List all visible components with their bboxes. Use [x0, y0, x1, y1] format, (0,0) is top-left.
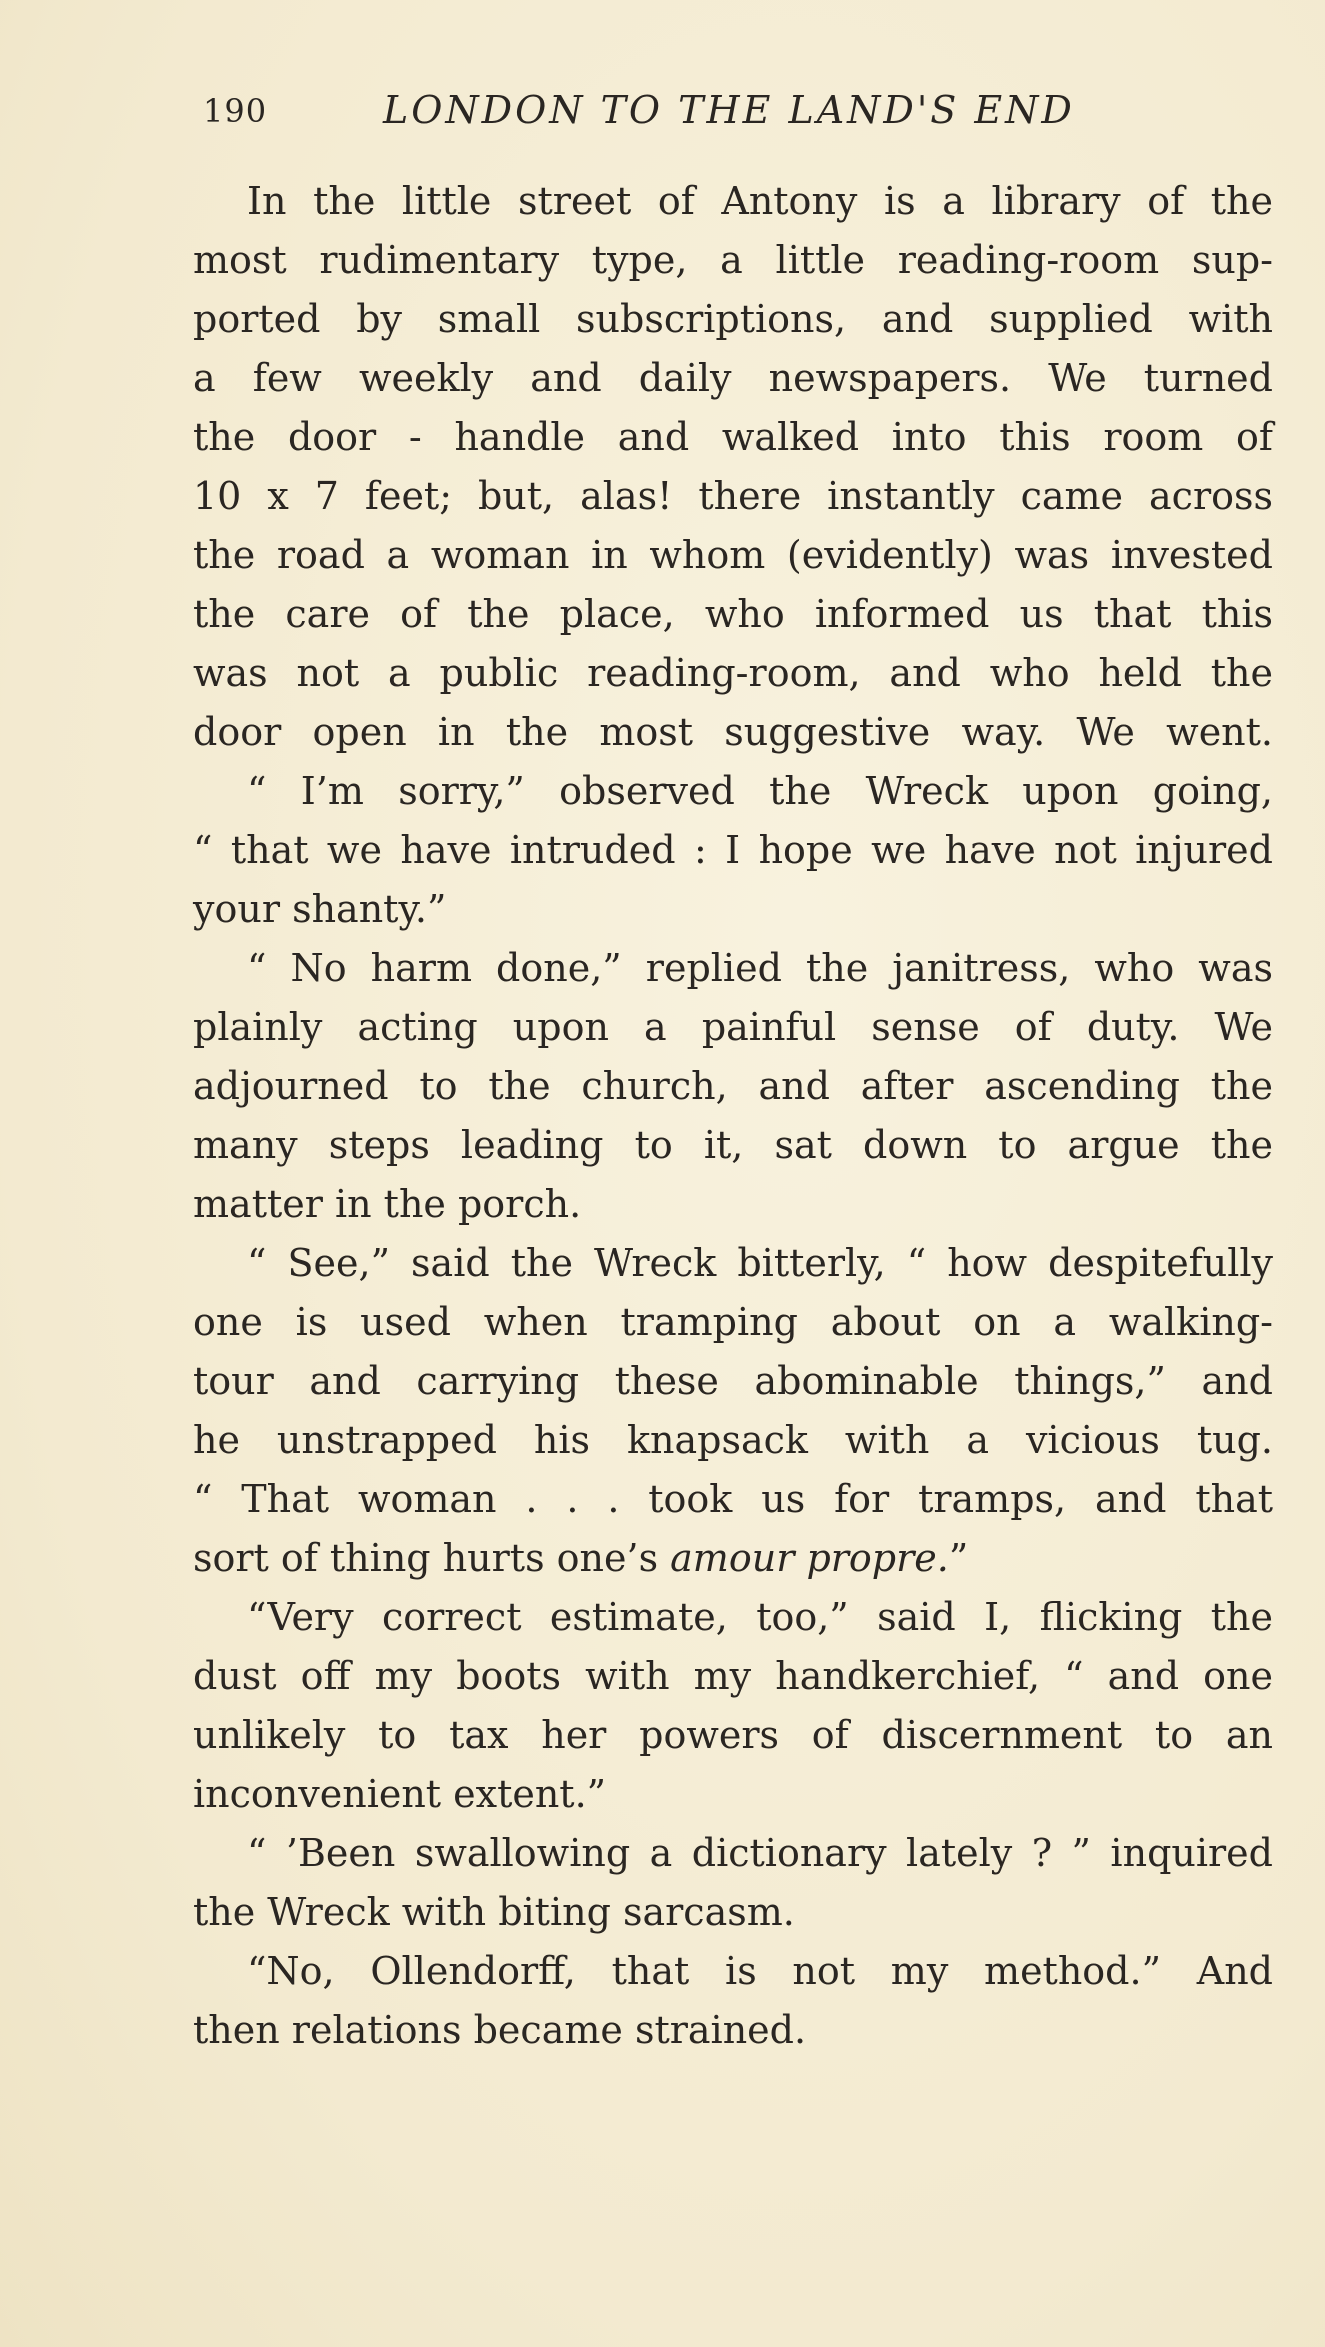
running-title: LONDON TO THE LAND'S END [383, 88, 1075, 132]
text-line: “ That woman . . . took us for tramps, and that [193, 1477, 1273, 1521]
text-line: In the little street of Antony is a library of the [247, 179, 1273, 223]
text-line: the door - handle and walked into this room of [193, 415, 1273, 459]
text-line: “ ’Been swallowing a dictionary lately ? ” inquired [247, 1831, 1273, 1875]
text-line: “ No harm done,” replied the janitress, who was [247, 946, 1273, 990]
text-line: door open in the most suggestive way. We went. [193, 710, 1273, 754]
text-line: was not a public reading-room, and who held the [193, 651, 1273, 695]
text-line: then relations became strained. [193, 2008, 807, 2052]
text-line: 10 x 7 feet; but, alas! there instantly came across [193, 474, 1273, 518]
text-line: “ See,” said the Wreck bitterly, “ how despitefully [247, 1241, 1273, 1285]
text-line: inconvenient extent.” [193, 1772, 607, 1816]
text-line: tour and carrying these abominable things,” and [193, 1359, 1273, 1403]
text-line: “ that we have intruded : I hope we have not injured [193, 828, 1273, 872]
text-line: ported by small subscriptions, and supplied with [193, 297, 1273, 341]
text-line: one is used when tramping about on a walking- [193, 1300, 1273, 1344]
italic-phrase: amour propre. [670, 1536, 949, 1580]
text-line: the road a woman in whom (evidently) was invested [193, 533, 1273, 577]
page-number: 190 [203, 92, 268, 130]
text-line: matter in the porch. [193, 1182, 582, 1226]
text-line: “Very correct estimate, too,” said I, flicking the [247, 1595, 1273, 1639]
text-line: most rudimentary type, a little reading-room sup- [193, 238, 1273, 282]
text-line: many steps leading to it, sat down to argue the [193, 1123, 1273, 1167]
text-line: the Wreck with biting sarcasm. [193, 1890, 795, 1934]
body-text [193, 172, 1273, 2060]
text-line: dust off my boots with my handkerchief, “ and one [193, 1654, 1273, 1698]
text-line: “ I’m sorry,” observed the Wreck upon going, [247, 769, 1273, 813]
text-run: sort of thing hurts one’s [193, 1536, 671, 1580]
text-line: unlikely to tax her powers of discernment to an [193, 1713, 1273, 1757]
text-line: adjourned to the church, and after ascending the [193, 1064, 1273, 1108]
text-line-amour-propre [193, 1529, 1273, 1588]
running-head [203, 88, 1283, 142]
text-run: ” [948, 1536, 969, 1580]
text-line: he unstrapped his knapsack with a vicious tug. [193, 1418, 1273, 1462]
text-line: your shanty.” [193, 887, 447, 931]
text-line: “No, Ollendorff, that is not my method.” And [247, 1949, 1273, 1993]
text-line: a few weekly and daily newspapers. We turned [193, 356, 1273, 400]
text-line: the care of the place, who informed us that this [193, 592, 1273, 636]
text-line: plainly acting upon a painful sense of duty. We [193, 1005, 1273, 1049]
